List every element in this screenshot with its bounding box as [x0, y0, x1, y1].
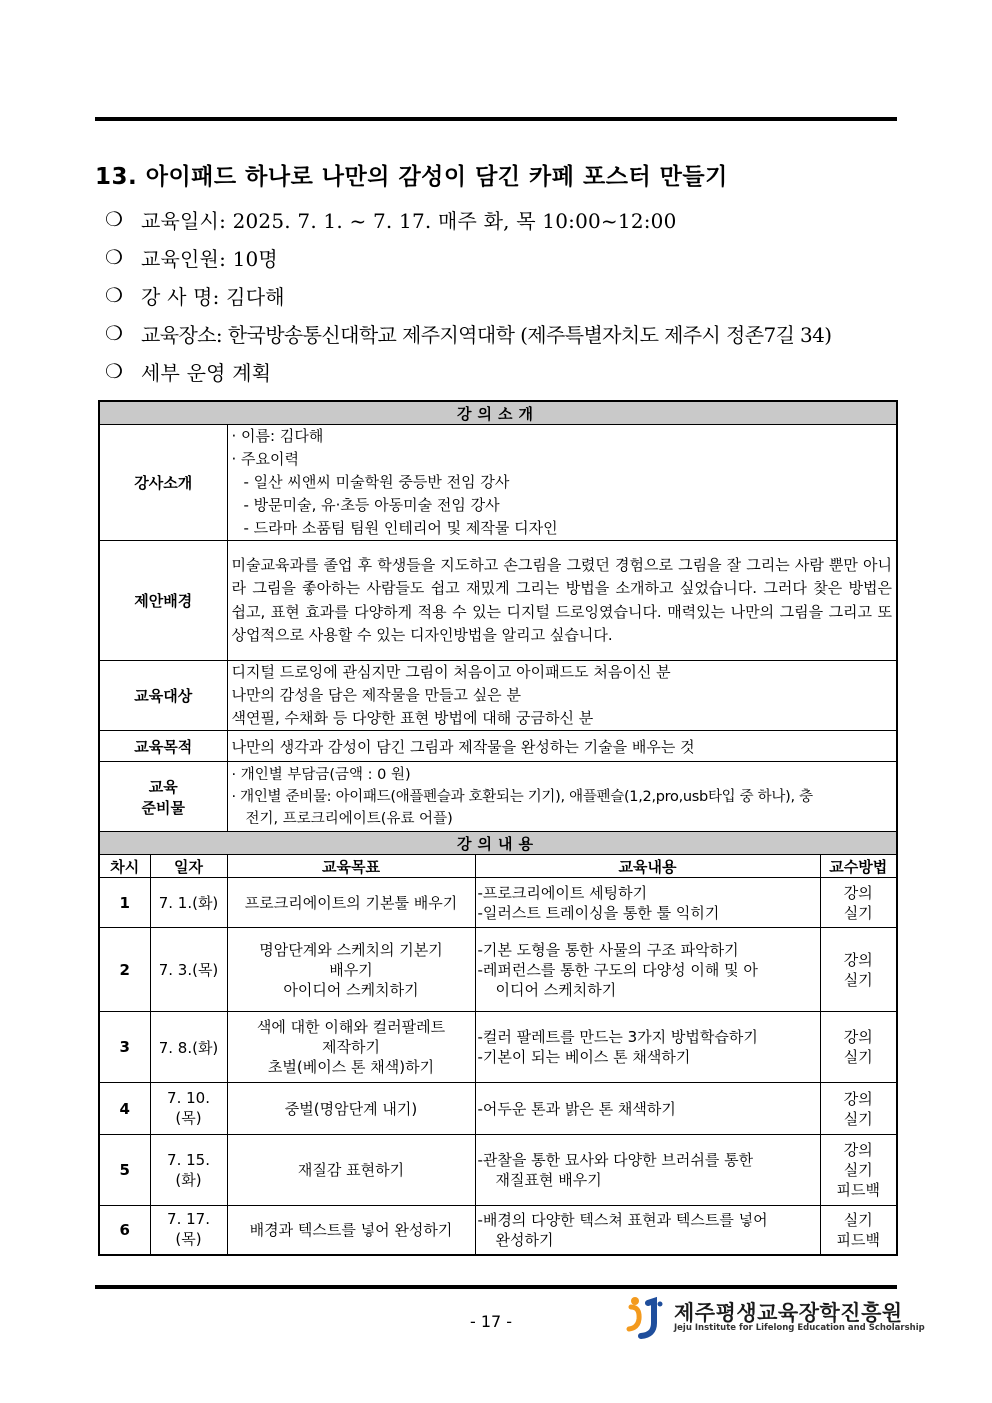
session-content [475, 1206, 820, 1255]
target-info [227, 661, 897, 731]
goal-line: 배우기 [329, 960, 373, 979]
method-line: 강의 [843, 950, 873, 969]
goal-line: 배경과 텍스트를 넣어 완성하기 [249, 1220, 453, 1239]
bullet-location [105, 314, 832, 352]
goal-line: 프로크리에이트의 기본툴 배우기 [244, 893, 458, 912]
content-line: 이디어 스케치하기 [495, 980, 617, 999]
col-goal: 교육목표 [227, 855, 475, 878]
method-line: 강의 [843, 1028, 873, 1046]
goal-label: 교육목적 [99, 731, 227, 762]
method-line: 실기 [843, 1210, 873, 1229]
method-line: 강의 [843, 1141, 873, 1159]
supplies-info [227, 762, 897, 832]
method-line: 실기 [843, 1048, 873, 1066]
schedule-column-header [99, 855, 897, 878]
content-line: -기본이 되는 베이스 톤 채색하기 [477, 1048, 691, 1066]
session-date: 7. 10.(목) [150, 1083, 227, 1135]
circle-bullet-icon: ❍ [105, 321, 123, 345]
background-label: 제안배경 [99, 541, 227, 661]
session-goal [227, 1206, 475, 1255]
content-line: -레퍼런스를 통한 구도의 다양성 이해 및 아 [477, 960, 758, 979]
session-method [820, 1135, 897, 1206]
schedule-row [99, 878, 897, 928]
session-goal [227, 1083, 475, 1135]
bullet-text: 강 사 명: 김다해 [141, 284, 285, 309]
session-method [820, 1012, 897, 1083]
bullet-list [105, 200, 832, 390]
session-date: 7. 15.(화) [150, 1135, 227, 1206]
instructor-line: - 드라마 소품팀 팀원 인테리어 및 제작물 디자인 [243, 519, 558, 537]
circle-bullet-icon: ❍ [105, 359, 123, 383]
session-number: 3 [99, 1012, 150, 1083]
intro-section-header [99, 401, 897, 425]
goal-line: 색에 대한 이해와 컬러팔레트 [256, 1018, 446, 1036]
method-line: 강의 [843, 1089, 873, 1108]
goal-line: 명암단계와 스케치의 기본기 [259, 940, 443, 959]
session-method [820, 1083, 897, 1135]
goal-row [99, 731, 897, 762]
top-rule [95, 117, 897, 121]
content-line: -일러스트 트레이싱을 통한 툴 익히기 [477, 903, 720, 922]
session-goal [227, 1135, 475, 1206]
schedule-row [99, 1012, 897, 1083]
bullet-plan [105, 352, 832, 390]
supplies-label-line: 교육 [148, 777, 178, 796]
session-method [820, 878, 897, 928]
target-row [99, 661, 897, 731]
instructor-label: 강사소개 [99, 425, 227, 541]
goal-line: 재질감 표현하기 [297, 1161, 405, 1179]
session-content [475, 928, 820, 1012]
col-date: 일자 [150, 855, 227, 878]
content-line: -프로크리에이트 세팅하기 [477, 883, 648, 902]
org-name-korean: 제주평생교육장학진흥원 [674, 1301, 903, 1325]
supplies-label [99, 762, 227, 832]
bullet-text: 교육일시: 2025. 7. 1. ~ 7. 17. 매주 화, 목 10:00~12:00 [141, 208, 677, 233]
content-line: 완성하기 [495, 1230, 554, 1249]
instructor-info [227, 425, 897, 541]
col-session: 차시 [99, 855, 150, 878]
schedule-row [99, 1206, 897, 1255]
schedule-body [99, 878, 897, 1255]
supplies-label-line: 준비물 [141, 798, 185, 817]
jeju-institute-logo-icon [626, 1295, 666, 1339]
goal-line: 아이디어 스케치하기 [283, 980, 419, 999]
target-line: 나만의 감성을 담은 제작물을 만들고 싶은 분 [231, 686, 521, 704]
page-title: 13. 아이패드 하나로 나만의 감성이 담긴 카페 포스터 만들기 [95, 164, 728, 190]
bottom-rule [95, 1285, 897, 1289]
supplies-line: · 개인별 부담금(금액 : 0 원) [231, 766, 411, 783]
method-line: 실기 [843, 903, 873, 922]
bullet-capacity [105, 238, 832, 276]
bullet-instructor [105, 276, 832, 314]
session-content [475, 878, 820, 928]
course-plan-table [98, 400, 898, 1256]
bullet-schedule [105, 200, 832, 238]
target-line: 색연필, 수채화 등 다양한 표현 방법에 대해 궁금하신 분 [231, 709, 594, 727]
schedule-row [99, 928, 897, 1012]
bullet-text: 교육인원: 10명 [141, 246, 278, 271]
supplies-line: 전기, 프로크리에이트(유료 어플) [245, 810, 453, 827]
session-content [475, 1083, 820, 1135]
target-label: 교육대상 [99, 661, 227, 731]
session-date: 7. 17.(목) [150, 1206, 227, 1255]
session-goal [227, 1012, 475, 1083]
content-line: -배경의 다양한 텍스쳐 표현과 텍스트를 넣어 [477, 1210, 768, 1229]
session-content [475, 1012, 820, 1083]
supplies-line: · 개인별 준비물: 아이패드(애플펜슬과 호환되는 기기), 애플펜슬(1,2,pro,usb타입 중 하나), 충 [231, 788, 813, 805]
circle-bullet-icon: ❍ [105, 207, 123, 231]
session-goal [227, 878, 475, 928]
target-line: 디지털 드로잉에 관심지만 그림이 처음이고 아이패드도 처음이신 분 [231, 663, 671, 681]
org-logo [626, 1295, 925, 1339]
session-number: 6 [99, 1206, 150, 1255]
background-row [99, 541, 897, 661]
session-date: 7. 3.(목) [150, 928, 227, 1012]
method-line: 실기 [843, 970, 873, 989]
session-number: 4 [99, 1083, 150, 1135]
session-method [820, 928, 897, 1012]
goal-line: 초벌(베이스 톤 채색)하기 [267, 1058, 435, 1076]
content-line: 재질표현 배우기 [495, 1171, 602, 1189]
session-goal [227, 928, 475, 1012]
goal-line: 중벌(명암단계 내기) [284, 1099, 418, 1118]
method-line: 피드백 [836, 1230, 880, 1249]
content-line: -관찰을 통한 묘사와 다양한 브러쉬를 통한 [477, 1151, 754, 1169]
session-date: 7. 1.(화) [150, 878, 227, 928]
col-content: 교육내용 [475, 855, 820, 878]
session-number: 2 [99, 928, 150, 1012]
goal-line: 제작하기 [322, 1038, 380, 1056]
background-text: 미술교육과를 졸업 후 학생들을 지도하고 손그림을 그렸던 경험으로 그림을 잘 그리는 사람 뿐만 아니라 그림을 좋아하는 사람들도 쉽고 재밌게 그리는 방법을 소개하고 싶었습니다. 그러다 찾은 방법은 쉽고, 표현 효과를 다양하게 적용 수 있는 디지털 드로잉였습니다. 매력있는 나만의 그림을 그리고 또 상업적으로 사용할 수 있는 디자인방법을 알리고 싶습니다. [227, 541, 897, 661]
session-number: 1 [99, 878, 150, 928]
schedule-row [99, 1083, 897, 1135]
session-content [475, 1135, 820, 1206]
method-line: 피드백 [836, 1181, 880, 1199]
method-line: 강의 [843, 883, 873, 902]
session-method [820, 1206, 897, 1255]
bullet-text: 교육장소: 한국방송통신대학교 제주지역대학 (제주특별자치도 제주시 정존7길 34) [141, 322, 832, 347]
bullet-text: 세부 운영 계획 [141, 360, 272, 385]
method-line: 실기 [843, 1109, 873, 1128]
col-method: 교수방법 [820, 855, 897, 878]
content-line: -어두운 톤과 밝은 톤 채색하기 [477, 1099, 676, 1118]
session-date: 7. 8.(화) [150, 1012, 227, 1083]
goal-text: 나만의 생각과 감성이 담긴 그림과 제작물을 완성하는 기술을 배우는 것 [227, 731, 897, 762]
intro-heading: 강의소개 [99, 401, 897, 425]
instructor-line: · 주요이력 [231, 450, 299, 468]
content-line: -기본 도형을 통한 사물의 구조 파악하기 [477, 940, 739, 959]
instructor-line: - 일산 씨앤씨 미술학원 중등반 전임 강사 [243, 473, 510, 491]
instructor-line: · 이름: 김다해 [231, 427, 324, 445]
method-line: 실기 [843, 1161, 873, 1179]
content-heading: 강의내용 [99, 832, 897, 855]
session-number: 5 [99, 1135, 150, 1206]
instructor-line: - 방문미술, 유·초등 아동미술 전임 강사 [243, 496, 500, 514]
instructor-row [99, 425, 897, 541]
content-section-header [99, 832, 897, 855]
content-line: -컬러 팔레트를 만드는 3가지 방법학습하기 [477, 1028, 758, 1046]
schedule-row [99, 1135, 897, 1206]
supplies-row [99, 762, 897, 832]
page-number: - 17 - [470, 1312, 513, 1331]
circle-bullet-icon: ❍ [105, 245, 123, 269]
circle-bullet-icon: ❍ [105, 283, 123, 307]
org-name-english: Jeju Institute for Lifelong Education and Scholarship [674, 1323, 925, 1333]
